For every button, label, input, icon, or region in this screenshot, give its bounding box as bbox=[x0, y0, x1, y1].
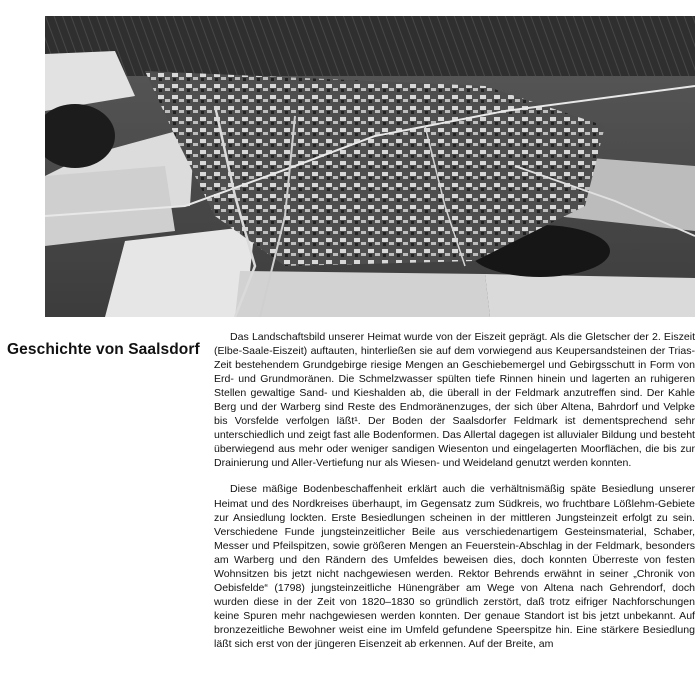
page-title: Geschichte von Saalsdorf bbox=[7, 341, 200, 358]
aerial-photo-icon bbox=[45, 16, 695, 317]
article-body bbox=[214, 330, 695, 651]
paragraph: Das Landschaftsbild unserer Heimat wurde von der Eiszeit geprägt. Als die Gletscher der 2. Eiszeit (Elbe-Saale-Eiszeit) auftauten, hinterließen sie auf dem vorwiegend aus Keupersandsteinen der Trias-Zeit bestehendem Grundgebirge riesige Mengen an Geschiebemergel und Gebirgsschutt in Form von Erd- und Grundmoränen. Die Schmelzwasser spülten tiefe Rinnen hinein und lagerten an ruhigeren Stellen gewaltige Sand- und Kieshalden ab, die überall in der Feldmark anzutreffen sind. Der Kahle Berg und der Warberg sind Reste des Endmoränenzuges, der sich über Altena, Bahrdorf und Velpke bis Vorsfelde verfolgen läßt¹. Der Boden der Saalsdorfer Feldmark ist dementsprechend sehr unterschiedlich und zeigt fast alle Bodenformen. Das Allertal dagegen ist alluvialer Bildung und besteht überwiegend aus mehr oder weniger sandigen Wiesenton und eingelagerten Moorflächen, die bis zur Drainierung und Aller-Vertiefung nur als Wiesen- und Weideland genutzt werden konnten. bbox=[214, 331, 695, 470]
paragraph: Diese mäßige Bodenbeschaffenheit erklärt auch die verhältnismäßig späte Besiedlung unserer Heimat und des Nordkreises überhaupt, im Gegensatz zum Südkreis, wo fruchtbare Lößlehm-Gebiete zur Ansiedlung lockten. Erste Besiedlungen scheinen in der mittleren Jungsteinzeit erfolgt zu sein. Verschiedene Funde jungsteinzeitlicher Beile aus verschiedenartigem Gesteinsmaterial, Schaber, Messer und Pfeilspitzen, sowie größeren Mengen an Feuerstein-Abschlag in der Feldmark, besonders am Warberg und den Rändern des Umfeldes beweisen dies, doch konnten Überreste von festen Wohnsitzen bis jetzt nicht nachgewiesen werden. Rektor Behrends erwähnt in seiner „Chronik von Oebisfelde“ (1798) jungsteinzeitliche Hünengräber am Wege von Altena nach Gehrendorf, doch wurden diese in der Zeit von 1820–1830 so gründlich zerstört, daß trotz eifriger Nachforschungen keine Spuren mehr nachgewiesen werden konnten. Der genaue Standort ist bis jetzt unbekannt. Auf bronzezeitliche Bewohner weist eine im Umfeld gefundene Speerspitze hin. Eine stärkere Besiedlung läßt sich erst von der jüngeren Eisenzeit ab erkennen. Auf der Breite, am bbox=[214, 483, 695, 650]
aerial-village-photo bbox=[45, 16, 695, 317]
